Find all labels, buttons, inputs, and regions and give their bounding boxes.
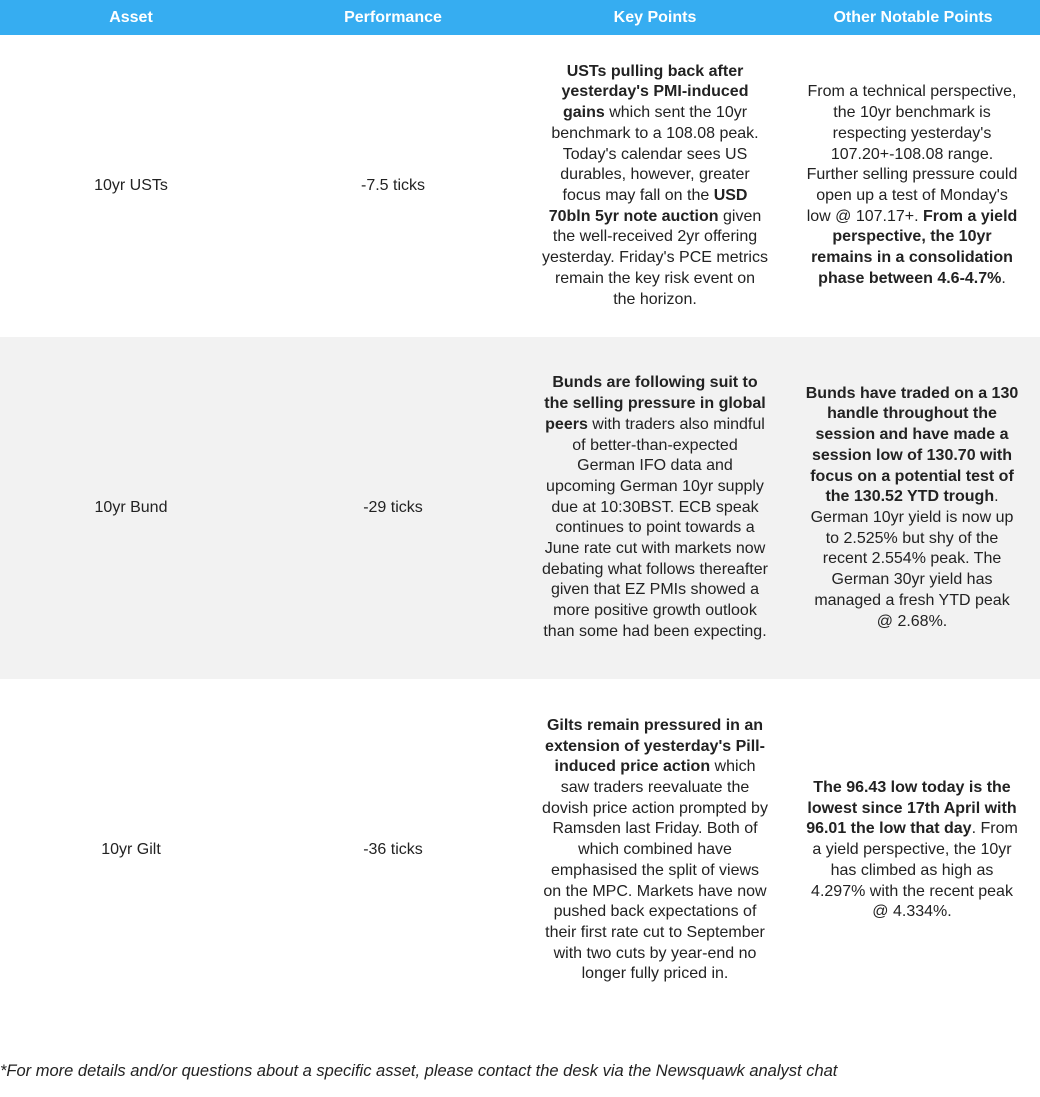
table-row: [0, 35, 1040, 337]
footnote: *For more details and/or questions about a specific asset, please contact the desk via the Newsquawk analyst chat: [0, 1062, 838, 1080]
asset-cell: 10yr USTs: [94, 176, 168, 194]
table-row: [0, 679, 1040, 1022]
header-performance: Performance: [262, 0, 524, 35]
table-row: [0, 337, 1040, 679]
key-points-cell: [524, 337, 786, 679]
performance-cell: -7.5 ticks: [360, 176, 425, 194]
body-text: which sent the 10yr benchmark to a 108.08 peak. Today's calendar sees US durables, however, greater focus may fall on the: [551, 104, 759, 204]
body-text: . From a yield perspective, the 10yr has climbed as high as 4.297% with the recent peak @ 4.334%.: [811, 820, 1018, 921]
key-points-cell: [524, 35, 786, 337]
asset-cell: 10yr Gilt: [101, 841, 161, 859]
body-text: which saw traders reevaluate the dovish price action prompted by Ramsden last Friday. Both of which combined have emphasised the split of views on the MPC. Markets have now pushed back expectations of their first rate cut to September with two cuts by year-end no longer fully priced in.: [542, 758, 768, 983]
body-text: . German 10yr yield is now up to 2.525% but shy of the recent 2.554% peak. The German 30yr yield has managed a fresh YTD peak @ 2.68%.: [810, 488, 1014, 630]
header-asset: Asset: [0, 0, 262, 35]
asset-cell: 10yr Bund: [0, 337, 262, 679]
other-points-cell: [786, 679, 1040, 1022]
emphasis-text: USD 70bln 5yr note auction: [548, 187, 748, 225]
emphasis-text: The 96.43 low today is the lowest since 17th April with 96.01 the low that day: [806, 779, 1017, 838]
key-points-cell: [524, 679, 786, 1022]
body-text: From a technical perspective, the 10yr benchmark is respecting yesterday's 107.20+-108.08 range. Further selling pressure could open up a test of Monday's low @ 107.17+.: [806, 83, 1018, 225]
emphasis-text: Bunds are following suit to the selling pressure in global peers: [544, 374, 766, 433]
body-text: with traders also mindful of better-than-expected German IFO data and upcoming German 10yr supply due at 10:30BST. ECB speak continues to point towards a June rate cut with markets now debating what follows thereafter given that EZ PMIs showed a more positive growth outlook than some had been expecting.: [542, 415, 768, 640]
header-other-notable-points: Other Notable Points: [786, 0, 1040, 35]
emphasis-text: From a yield perspective, the 10yr remains in a consolidation phase between 4.6-4.7%: [811, 207, 1018, 287]
header-row: [0, 0, 1040, 35]
emphasis-text: Bunds have traded on a 130 handle throughout the session and have made a session low of 130.70 with focus on a potential test of the 130.52 YTD trough: [805, 384, 1019, 506]
performance-cell: -36 ticks: [363, 841, 423, 859]
performance-cell: -29 ticks: [262, 337, 524, 679]
body-text: given the well-received 2yr offering yesterday. Friday's PCE metrics remain the key risk event on the horizon.: [542, 207, 768, 308]
header-key-points: Key Points: [524, 0, 786, 35]
body-text: .: [1001, 269, 1006, 287]
other-points-cell: [786, 35, 1040, 337]
other-points-cell: [786, 337, 1040, 679]
emphasis-text: USTs pulling back after yesterday's PMI-induced gains: [561, 62, 749, 122]
emphasis-text: Gilts remain pressured in an extension of yesterday's Pill-induced price action: [545, 716, 765, 776]
